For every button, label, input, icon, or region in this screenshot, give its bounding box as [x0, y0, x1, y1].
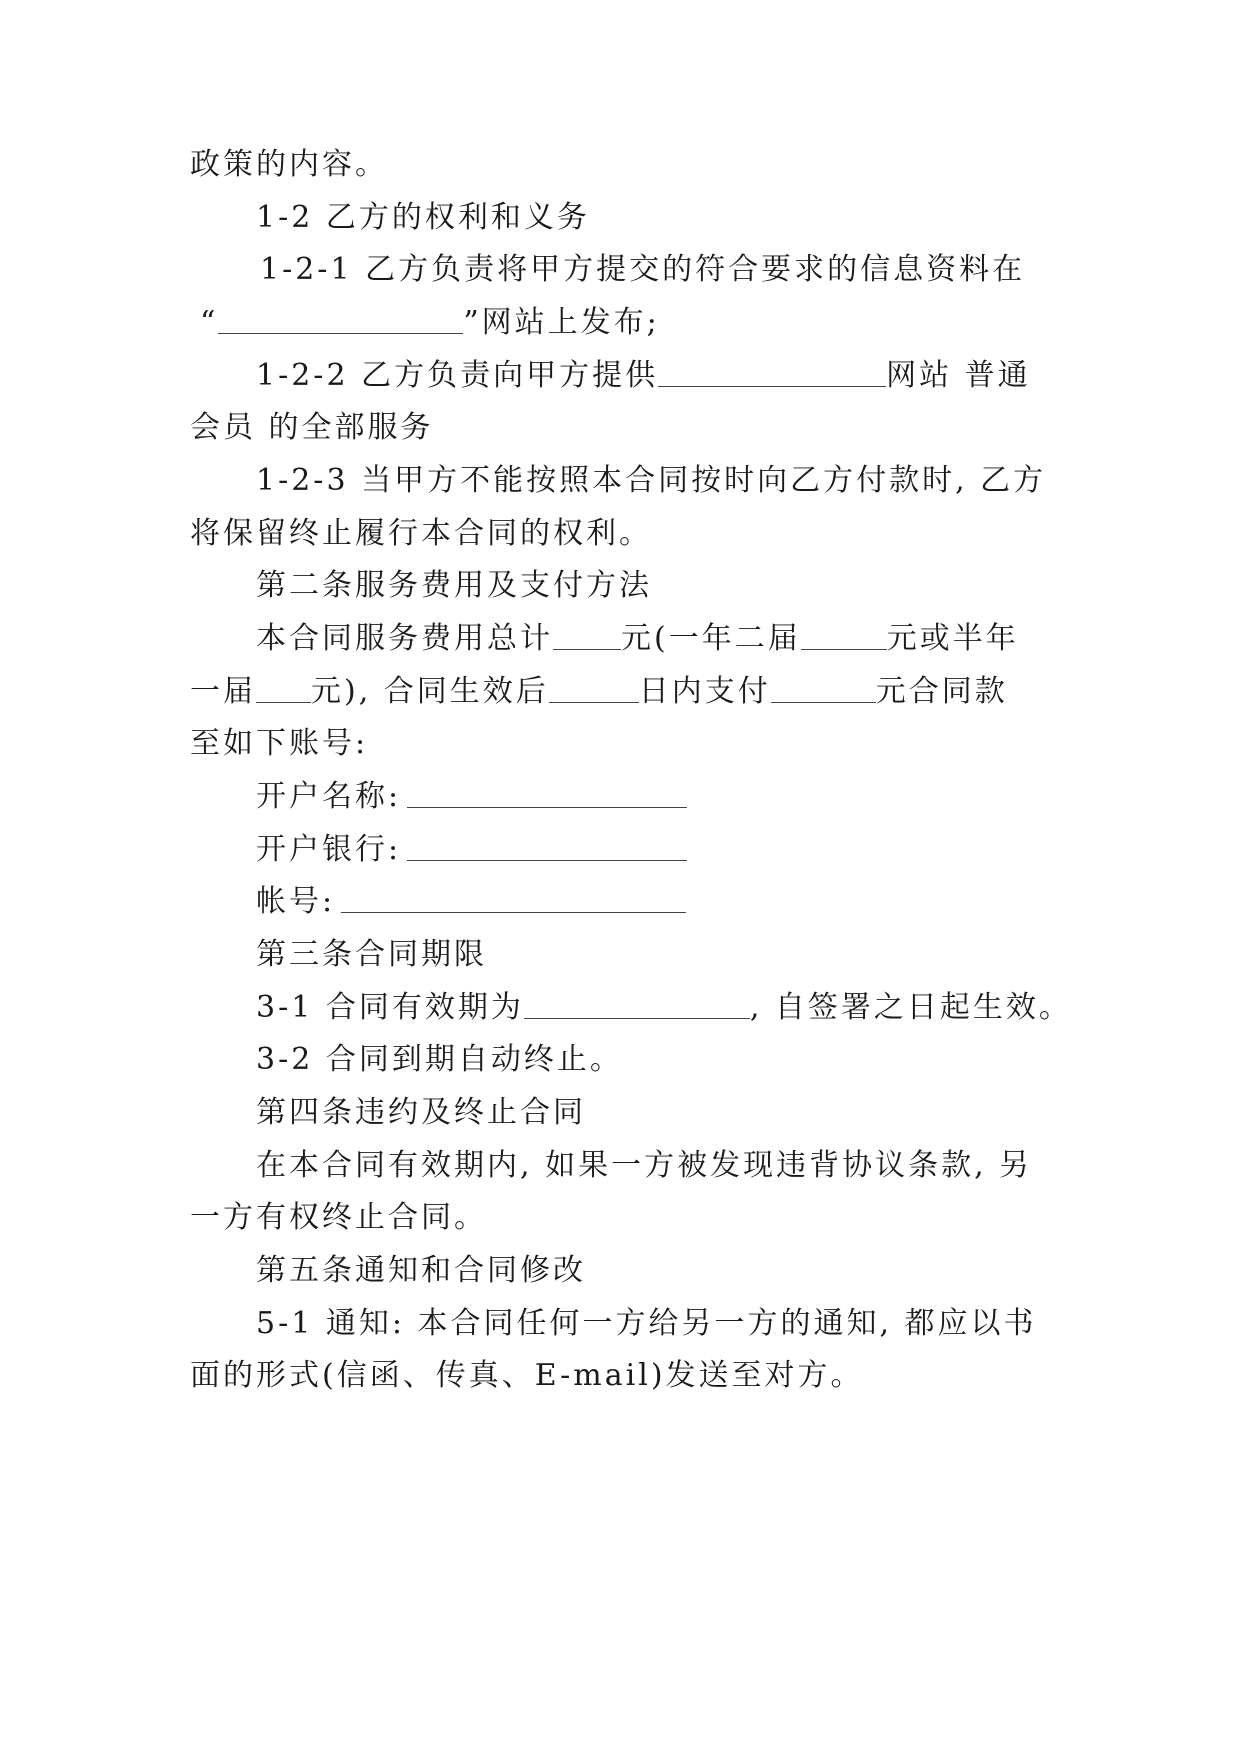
text-segment: 日内支付 — [638, 674, 771, 709]
fill-in-blank — [256, 672, 311, 703]
fill-in-blank — [658, 356, 886, 387]
text-segment: 元(一年二届 — [621, 621, 801, 656]
text-line — [256, 777, 687, 817]
text-segment: 元合同款 — [875, 674, 1008, 709]
text-segment: ”网站上发布; — [463, 305, 660, 340]
text-segment: 帐号: — [256, 884, 336, 919]
article-heading: 第五条通知和合同修改 — [256, 1253, 586, 1288]
article-heading: 第三条合同期限 — [256, 937, 487, 972]
text-segment: 元), 合同生效后 — [311, 674, 549, 709]
text-segment: , 自签署之日起生效。 — [749, 990, 1072, 1025]
fill-in-blank — [524, 988, 750, 1019]
fill-in-blank — [801, 619, 887, 650]
article-heading: 第四条违约及终止合同 — [256, 1095, 586, 1130]
text-line: 在本合同有效期内, 如果一方被发现违背协议条款, 另 — [256, 1148, 1033, 1183]
section-heading: 1-2 乙方的权利和义务 — [256, 200, 590, 235]
text-line: 一方有权终止合同。 — [190, 1200, 487, 1235]
text-line: 政策的内容。 — [190, 147, 388, 182]
fill-in-blank — [549, 672, 639, 703]
text-line: 至如下账号: — [190, 726, 369, 761]
text-line: 5-1 通知: 本合同任何一方给另一方的通知, 都应以书 — [256, 1306, 1037, 1341]
text-line — [256, 988, 1072, 1028]
text-line: 1-2-1 乙方负责将甲方提交的符合要求的信息资料在 — [260, 252, 1026, 287]
text-line: 将保留终止履行本合同的权利。 — [190, 516, 652, 551]
text-line — [200, 303, 660, 343]
article-heading: 第二条服务费用及支付方法 — [256, 568, 652, 603]
text-line — [256, 830, 687, 870]
text-segment: 1-2-2 乙方负责向甲方提供 — [256, 358, 659, 393]
text-segment: 一届 — [190, 674, 256, 709]
text-segment: 开户名称: — [256, 779, 402, 814]
text-line: 会员 的全部服务 — [190, 410, 434, 445]
text-segment: “ — [200, 305, 219, 340]
fill-in-blank — [407, 830, 687, 861]
text-segment: 3-1 合同有效期为 — [256, 990, 524, 1025]
text-line: 1-2-3 当甲方不能按照本合同按时向乙方付款时, 乙方 — [256, 463, 1047, 498]
text-segment: 开户银行: — [256, 832, 402, 867]
text-segment: 本合同服务费用总计 — [256, 621, 553, 656]
text-line: 3-2 合同到期自动终止。 — [256, 1042, 623, 1077]
fill-in-blank — [771, 672, 876, 703]
text-line — [256, 882, 686, 922]
text-line: 面的形式(信函、传真、E-mail)发送至对方。 — [190, 1358, 864, 1393]
text-line — [256, 356, 1031, 396]
text-line — [256, 619, 1019, 659]
fill-in-blank — [341, 882, 686, 913]
text-line — [190, 672, 1008, 712]
fill-in-blank — [553, 619, 621, 650]
fill-in-blank — [407, 777, 687, 808]
text-segment: 元或半年 — [886, 621, 1019, 656]
text-segment: 网站 普通 — [886, 358, 1031, 393]
fill-in-blank — [218, 303, 463, 334]
